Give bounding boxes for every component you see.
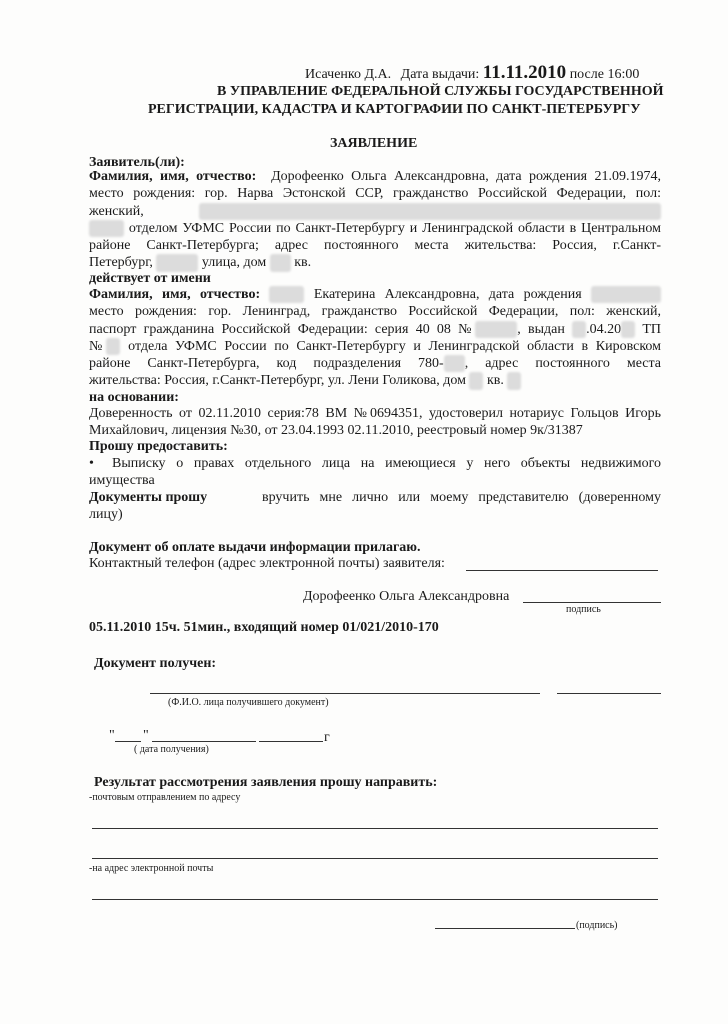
payment-note: Документ об оплате выдачи информации прилагаю. [89,540,421,555]
date-quote-open: " [109,728,115,743]
representative-line-3d: ТП [642,321,661,337]
representative-line-4a: № [89,338,107,354]
docs-label: Документы прошу [89,490,208,505]
representative-line-4b: отдела УФМС России по Санкт-Петербургу и Ленинградской области в Кировском [128,338,662,354]
applicant-block [89,168,661,272]
date-quote-close: " [143,728,149,743]
redacted-office [106,338,120,355]
representative-line-6b: кв. [486,373,504,389]
representative-line-5a: районе Санкт-Петербурга, код подразделения 780- [89,356,444,372]
applicant-line-5: районе Санкт-Петербурга; адрес постоянного места жительства: Россия, г.Санкт- [89,238,661,254]
docs-text-line-2: лицу) [89,507,123,522]
applicant-name-label: Фамилия, имя, отчество: [89,169,257,184]
applicant-section-label: Заявитель(ли): [89,155,185,170]
applicant-line-3: женский, [89,203,144,219]
issue-date: 11.11.2010 [482,62,567,83]
applicant-signature-name: Дорофеенко Ольга Александровна [303,589,510,604]
applicant-line-6c: кв. [294,255,312,271]
request-item [112,455,661,472]
postal-line-2 [92,858,658,859]
redacted-code [444,355,465,372]
registration-info: 05.11.2010 15ч. 51мин., входящий номер 01/021/2010-170 [89,620,439,635]
document-title: ЗАЯВЛЕНИЕ [330,136,418,151]
date-day-line [115,741,141,742]
issue-time: после 16:00 [569,67,640,82]
basis-line-2: Михайлович, лицензия №30, от 23.04.1993 02.11.2010, реестровый номер 9к/31387 [89,423,583,439]
basis-section-label: на основании: [89,390,179,405]
redacted-flat [507,372,521,389]
redacted-issue-year [621,321,635,338]
result-signature-caption: (подпись) [576,920,618,931]
basis-line-1: Доверенность от 02.11.2010 серия:78 ВМ №0694351, удостоверил нотариус Гольцов Игорь [89,406,661,421]
result-signature-line [435,928,575,929]
request-label: Прошу предоставить: [89,439,228,454]
date-caption: ( дата получения) [134,744,209,755]
applicant-line-6a: Петербург, [89,255,153,271]
representative-block [89,286,661,390]
applicant-line-1: Дорофеенко Ольга Александровна, дата рождения 21.09.1974, [271,169,661,184]
representative-line-6a: жительства: Россия, г.Санкт-Петербург, ул. Лени Голикова, дом [89,373,466,389]
receipt-label: Документ получен: [94,656,217,671]
representative-name-label: Фамилия, имя, отчество: [89,287,261,302]
receiver-name-line [150,693,540,694]
representative-line-2: место рождения: гор. Ленинград, гражданство Российской Федерации, пол: женский, [89,304,661,320]
applicant-line-4: отделом УФМС России по Санкт-Петербургу и Ленинградской области в Центральном [128,220,661,236]
redacted-surname [269,286,304,303]
bullet: • [89,456,94,471]
date-year-line [259,741,323,742]
issuer-name: Исаченко Д.А. [305,67,392,82]
representative-line-3c: .04.20 [586,321,622,337]
postal-line-1 [92,828,658,829]
issue-label: Дата выдачи: [400,67,480,82]
signature-line [523,602,661,603]
redacted-field [89,220,124,237]
email-option: -на адрес электронной почты [89,863,214,874]
representative-line-3a: паспорт гражданина Российской Федерации: серия 40 08 № [89,321,476,337]
addressee-line-1: В УПРАВЛЕНИЕ ФЕДЕРАЛЬНОЙ СЛУЖБЫ ГОСУДАРСТВЕННОЙ [217,84,664,99]
email-line [92,899,658,900]
postal-option: -почтовым отправлением по адресу [89,792,241,803]
redacted-passport-number [475,321,517,338]
redacted-passport [199,203,661,220]
receiver-sign-line [557,693,661,694]
docs-text [262,489,661,506]
result-label: Результат рассмотрения заявления прошу направить: [94,775,438,790]
date-month-line [152,741,256,742]
receiver-caption: (Ф.И.О. лица получившего документ) [168,697,329,708]
request-item-line-2: имущества [89,473,155,488]
issue-line [305,64,639,83]
contact-field-line [466,570,658,571]
basis-block [89,405,661,440]
redacted-issue-day [572,321,586,338]
signature-caption: подпись [566,604,601,615]
date-year-suffix: г [324,730,330,745]
applicant-line-2: место рождения: гор. Нарва Эстонской ССР, гражданство Российской Федерации, пол: [89,186,661,202]
applicant-line-6b: улица, дом [201,255,267,271]
representative-line-5b: , адрес постоянного места [464,356,661,372]
redacted-house [270,254,291,271]
addressee-line-2: РЕГИСТРАЦИИ, КАДАСТРА И КАРТОГРАФИИ ПО САНКТ-ПЕТЕРБУРГУ [148,102,641,117]
request-item-line-1: Выписку о правах отдельного лица на имеющиеся у него объекты недвижимого [112,456,661,471]
representative-section-label: действует от имени [89,271,211,286]
docs-text-line-1: вручить мне лично или моему представителю (доверенному [262,490,661,505]
redacted-birthdate [591,286,661,303]
contact-label: Контактный телефон (адрес электронной почты) заявителя: [89,556,445,571]
redacted-house-2 [469,372,483,389]
representative-line-3b: , выдан [517,321,565,337]
representative-line-1: Екатерина Александровна, дата рождения [313,287,582,302]
